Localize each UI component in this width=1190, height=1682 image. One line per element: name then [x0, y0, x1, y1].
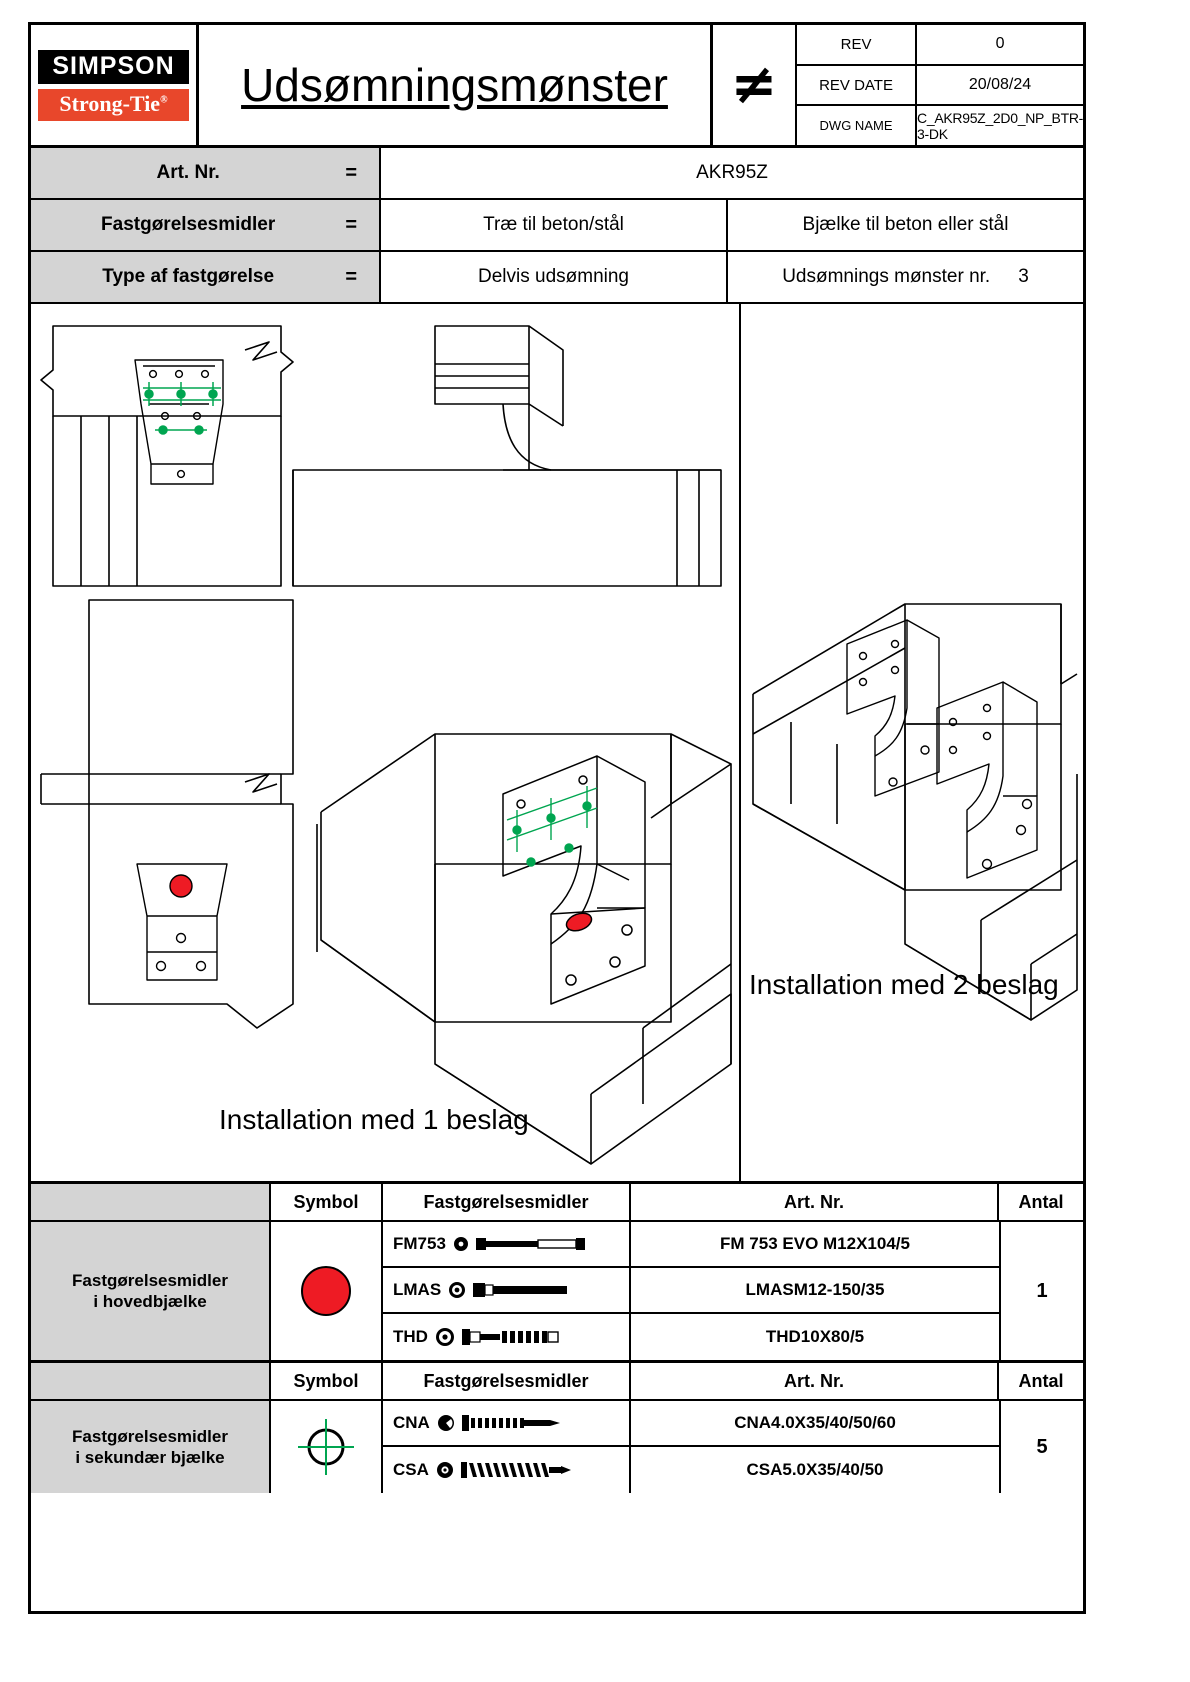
header-symbol: Symbol	[271, 1363, 383, 1399]
header-spacer	[31, 1184, 271, 1220]
brand-logo	[31, 25, 199, 145]
dwg-name-label: DWG NAME	[797, 106, 917, 145]
page-title-text: Udsømningsmønster	[241, 59, 668, 111]
logo-strongtie-text: Strong-Tie®	[38, 89, 189, 121]
title-block	[31, 25, 1083, 148]
info-key-article-label: Art. Nr.	[156, 162, 220, 183]
info-key-fasteners-label: Fastgørelsesmidler	[101, 214, 276, 235]
info-key-fixing-type-label: Type af fastgørelse	[102, 266, 275, 287]
info-key-fixing-type	[31, 252, 381, 302]
caption-one-bracket: Installation med 1 beslag	[219, 1104, 529, 1135]
table-row	[383, 1401, 999, 1447]
fastener-article-number: CNA4.0X35/40/50/60	[734, 1413, 896, 1432]
pattern-number-label: Udsømnings mønster nr.	[782, 266, 991, 287]
drawing-area	[31, 304, 1083, 1184]
crosshair-icon	[297, 1418, 355, 1476]
equals-sign: =	[345, 265, 357, 288]
info-key-article	[31, 148, 381, 198]
fastener-name: LMAS	[393, 1280, 442, 1299]
not-equal-glyph: ≠	[730, 52, 778, 117]
caption-two-brackets: Installation med 2 beslag	[749, 969, 1059, 1000]
header-fasteners: Fastgørelsesmidler	[383, 1363, 631, 1399]
washer-icon	[448, 1281, 466, 1299]
group-label-main-beam	[31, 1222, 271, 1360]
symbol-red-circle	[271, 1222, 383, 1360]
revision-block	[713, 25, 1083, 145]
concrete-screw-icon	[462, 1328, 566, 1346]
page-title	[199, 25, 713, 145]
group-label-secondary-beam	[31, 1401, 271, 1493]
fastener-name: CNA	[393, 1413, 430, 1432]
fastener-name: CSA	[393, 1460, 429, 1479]
group-label-line1: Fastgørelsesmidler	[72, 1270, 228, 1290]
fastener-name-cell	[383, 1401, 631, 1445]
drawing-sheet	[28, 22, 1086, 1614]
washer-icon	[453, 1236, 469, 1252]
table-row	[383, 1268, 999, 1314]
header-article-number: Art. Nr.	[631, 1363, 999, 1399]
revision-row	[797, 25, 1083, 66]
equals-sign: =	[345, 161, 357, 184]
header-fasteners: Fastgørelsesmidler	[383, 1184, 631, 1220]
info-value-article: AKR95Z	[696, 162, 768, 183]
header-quantity: Antal	[1018, 1370, 1064, 1391]
screw-head-icon	[436, 1461, 454, 1479]
red-circle-icon	[301, 1266, 351, 1316]
wood-screw-icon	[461, 1461, 571, 1479]
header-article-number: Art. Nr.	[631, 1184, 999, 1220]
info-value-fixing-type: Delvis udsømning	[381, 252, 728, 302]
group-label-line2: i sekundær bjælke	[75, 1448, 225, 1467]
logo-simpson-text: SIMPSON	[38, 50, 189, 84]
info-key-fasteners	[31, 200, 381, 250]
equals-sign: =	[345, 213, 357, 236]
anchor-bolt-icon	[476, 1235, 588, 1253]
fastener-name-cell	[383, 1222, 631, 1266]
info-value-pattern-number	[728, 252, 1083, 302]
quantity-main-beam: 1	[999, 1222, 1083, 1360]
fastener-article-number: THD10X80/5	[765, 1327, 865, 1346]
screw-bolt-icon	[473, 1281, 577, 1299]
rev-date-value: 20/08/24	[968, 76, 1032, 93]
rev-value: 0	[995, 35, 1005, 53]
header-symbol: Symbol	[271, 1184, 383, 1220]
fastener-name-cell	[383, 1268, 631, 1312]
fastener-table-main-beam	[31, 1184, 1083, 1363]
group-label-line2: i hovedbjælke	[93, 1292, 207, 1311]
rev-date-label: REV DATE	[797, 66, 917, 105]
table-row	[383, 1314, 999, 1360]
fastener-name: THD	[393, 1327, 428, 1346]
fastener-article-number: CSA5.0X35/40/50	[746, 1460, 884, 1479]
fastener-table-header	[31, 1184, 1083, 1222]
fastener-name-cell	[383, 1447, 631, 1493]
fastener-name-cell	[383, 1314, 631, 1360]
fastener-name: FM753	[393, 1234, 446, 1253]
fastener-table-secondary-beam	[31, 1363, 1083, 1493]
info-value-fasteners-1: Træ til beton/stål	[381, 200, 728, 250]
fastener-table-header	[31, 1363, 1083, 1401]
info-value-fasteners-2: Bjælke til beton eller stål	[802, 214, 1009, 235]
fastener-article-number: LMASM12-150/35	[745, 1280, 885, 1299]
not-equal-icon	[713, 25, 797, 145]
fastener-article-number: FM 753 EVO M12X104/5	[720, 1234, 910, 1253]
revision-date-row	[797, 66, 1083, 107]
pattern-number-value: 3	[1018, 266, 1029, 287]
header-spacer	[31, 1363, 271, 1399]
table-row	[383, 1222, 999, 1268]
dwg-name-row	[797, 106, 1083, 145]
nail-head-icon	[437, 1414, 455, 1432]
quantity-secondary-beam: 5	[999, 1401, 1083, 1493]
technical-drawings	[31, 304, 1083, 1180]
rev-label: REV	[797, 25, 917, 64]
group-label-line1: Fastgørelsesmidler	[72, 1426, 228, 1446]
header-quantity: Antal	[1018, 1191, 1064, 1212]
washer-icon	[435, 1327, 455, 1347]
ring-shank-nail-icon	[462, 1414, 566, 1432]
info-row-fasteners	[31, 200, 1083, 252]
table-row	[383, 1447, 999, 1493]
symbol-crosshair	[271, 1401, 383, 1493]
info-row-fixing-type	[31, 252, 1083, 304]
dwg-name-value: C_AKR95Z_2D0_NP_BTR-3-DK	[917, 109, 1083, 142]
info-row-article	[31, 148, 1083, 200]
